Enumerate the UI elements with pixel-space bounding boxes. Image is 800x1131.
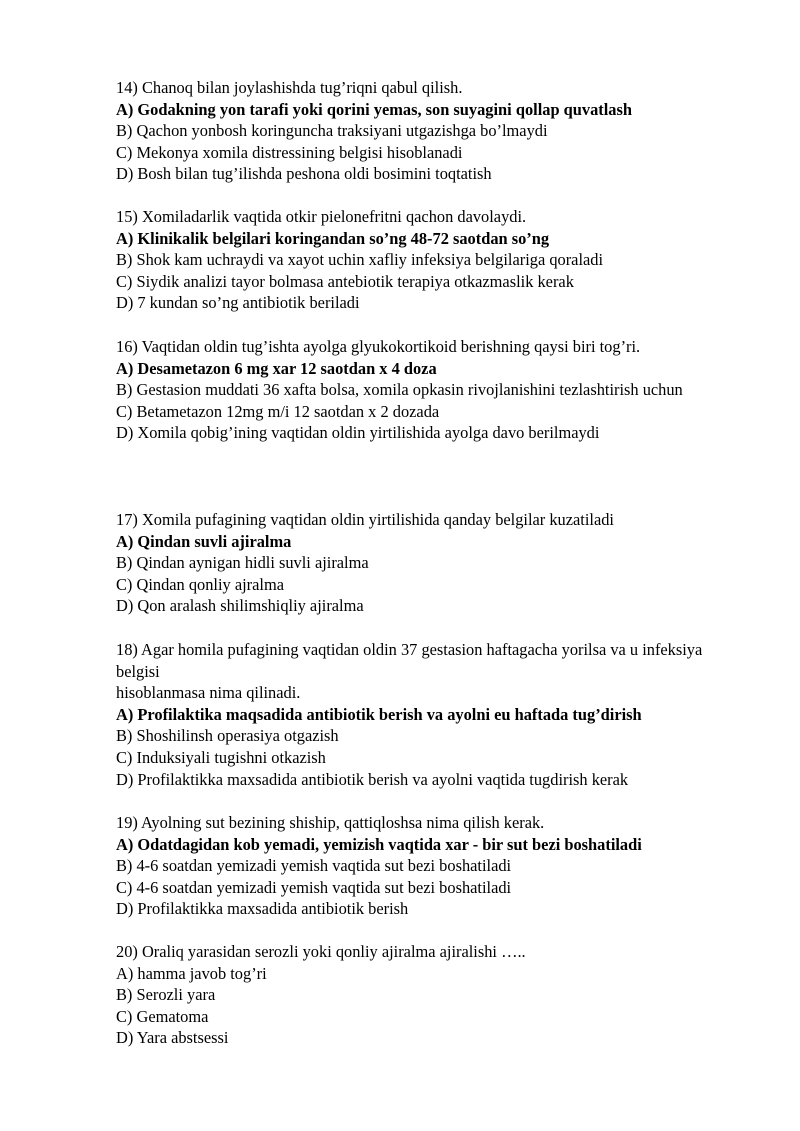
- answer-option-c: C) 4-6 soatdan yemizadi yemish vaqtida sut bezi boshatiladi: [116, 877, 512, 897]
- answer-option-d: D) 7 kundan so’ng antibiotik beriladi: [116, 293, 360, 313]
- answer-option-b: B) Gestasion muddati 36 xafta bolsa, xomila opkasin rivojlanishini tezlashtirish uchun: [116, 380, 683, 400]
- answer-option-d: D) Xomila qobig’ining vaqtidan oldin yirtilishida ayolga davo berilmaydi: [116, 423, 600, 443]
- answer-option-a: A) Klinikalik belgilari koringandan so’ng 48-72 saotdan so’ng: [116, 228, 550, 248]
- answer-option-c: C) Mekonya xomila distressining belgisi hisoblanadi: [116, 142, 463, 162]
- answer-option-c: C) Induksiyali tugishni otkazish: [116, 747, 326, 767]
- answer-option-b: B) Qachon yonbosh koringuncha traksiyani utgazishga bo’lmaydi: [116, 121, 548, 141]
- answer-option-c: C) Gematoma: [116, 1006, 209, 1026]
- question-text: 15) Xomiladarlik vaqtida otkir pielonefritni qachon davolaydi.: [116, 207, 527, 226]
- answer-option-d: D) Yara abstsessi: [116, 1028, 229, 1048]
- answer-option-a: A) Desametazon 6 mg xar 12 saotdan x 4 doza: [116, 358, 437, 378]
- question-text: 20) Oraliq yarasidan serozli yoki qonliy ajiralma ajiralishi …..: [116, 942, 526, 961]
- answer-option-d: D) Profilaktikka maxsadida antibiotik berish: [116, 899, 409, 919]
- question-18: [116, 639, 726, 790]
- answer-option-d: D) Qon aralash shilimshiqliy ajiralma: [116, 596, 364, 616]
- answer-option-a: A) Odatdagidan kob yemadi, yemizish vaqtida xar - bir sut bezi boshatiladi: [116, 834, 642, 854]
- answer-option-b: B) Shok kam uchraydi va xayot uchin xafliy infeksiya belgilariga qoraladi: [116, 250, 604, 270]
- question-text: 16) Vaqtidan oldin tug’ishta ayolga glyukokortikoid berishning qaysi biri tog’ri.: [116, 337, 641, 356]
- question-19: [116, 812, 726, 920]
- answer-option-a: A) Qindan suvli ajiralma: [116, 531, 292, 551]
- answer-option-d: D) Bosh bilan tug’ilishda peshona oldi bosimini toqtatish: [116, 164, 492, 184]
- answer-option-b: B) 4-6 soatdan yemizadi yemish vaqtida sut bezi boshatiladi: [116, 856, 512, 876]
- answer-option-c: C) Siydik analizi tayor bolmasa antebiotik terapiya otkazmaslik kerak: [116, 271, 574, 291]
- answer-option-a: A) hamma javob tog’ri: [116, 963, 267, 983]
- answer-option-a: A) Profilaktika maqsadida antibiotik berish va ayolni eu haftada tug’dirish: [116, 704, 642, 724]
- answer-option-c: C) Betametazon 12mg m/i 12 saotdan x 2 dozada: [116, 401, 440, 421]
- question-20: [116, 941, 726, 1049]
- answer-option-c: C) Qindan qonliy ajralma: [116, 574, 284, 594]
- answer-option-b: B) Qindan aynigan hidli suvli ajiralma: [116, 553, 369, 573]
- question-14: [116, 77, 726, 185]
- question-15: [116, 206, 726, 314]
- question-text-continued: hisoblanmasa nima qilinadi.: [116, 683, 301, 703]
- question-text: 18) Agar homila pufagining vaqtidan oldin 37 gestasion haftagacha yorilsa va u infeksiya belgisi: [116, 640, 703, 681]
- question-text: 14) Chanoq bilan joylashishda tug’riqni qabul qilish.: [116, 78, 463, 97]
- question-text: 17) Xomila pufagining vaqtidan oldin yirtilishida qanday belgilar kuzatiladi: [116, 510, 614, 529]
- question-17: [116, 509, 726, 617]
- answer-option-d: D) Profilaktikka maxsadida antibiotik berish va ayolni vaqtida tugdirish kerak: [116, 769, 629, 789]
- answer-option-b: B) Serozli yara: [116, 985, 216, 1005]
- question-text: 19) Ayolning sut bezining shiship, qattiqloshsa nima qilish kerak.: [116, 813, 545, 832]
- answer-option-b: B) Shoshilinsh operasiya otgazish: [116, 726, 339, 746]
- answer-option-a: A) Godakning yon tarafi yoki qorini yemas, son suyagini qollap quvatlash: [116, 99, 632, 119]
- question-16: [116, 336, 726, 444]
